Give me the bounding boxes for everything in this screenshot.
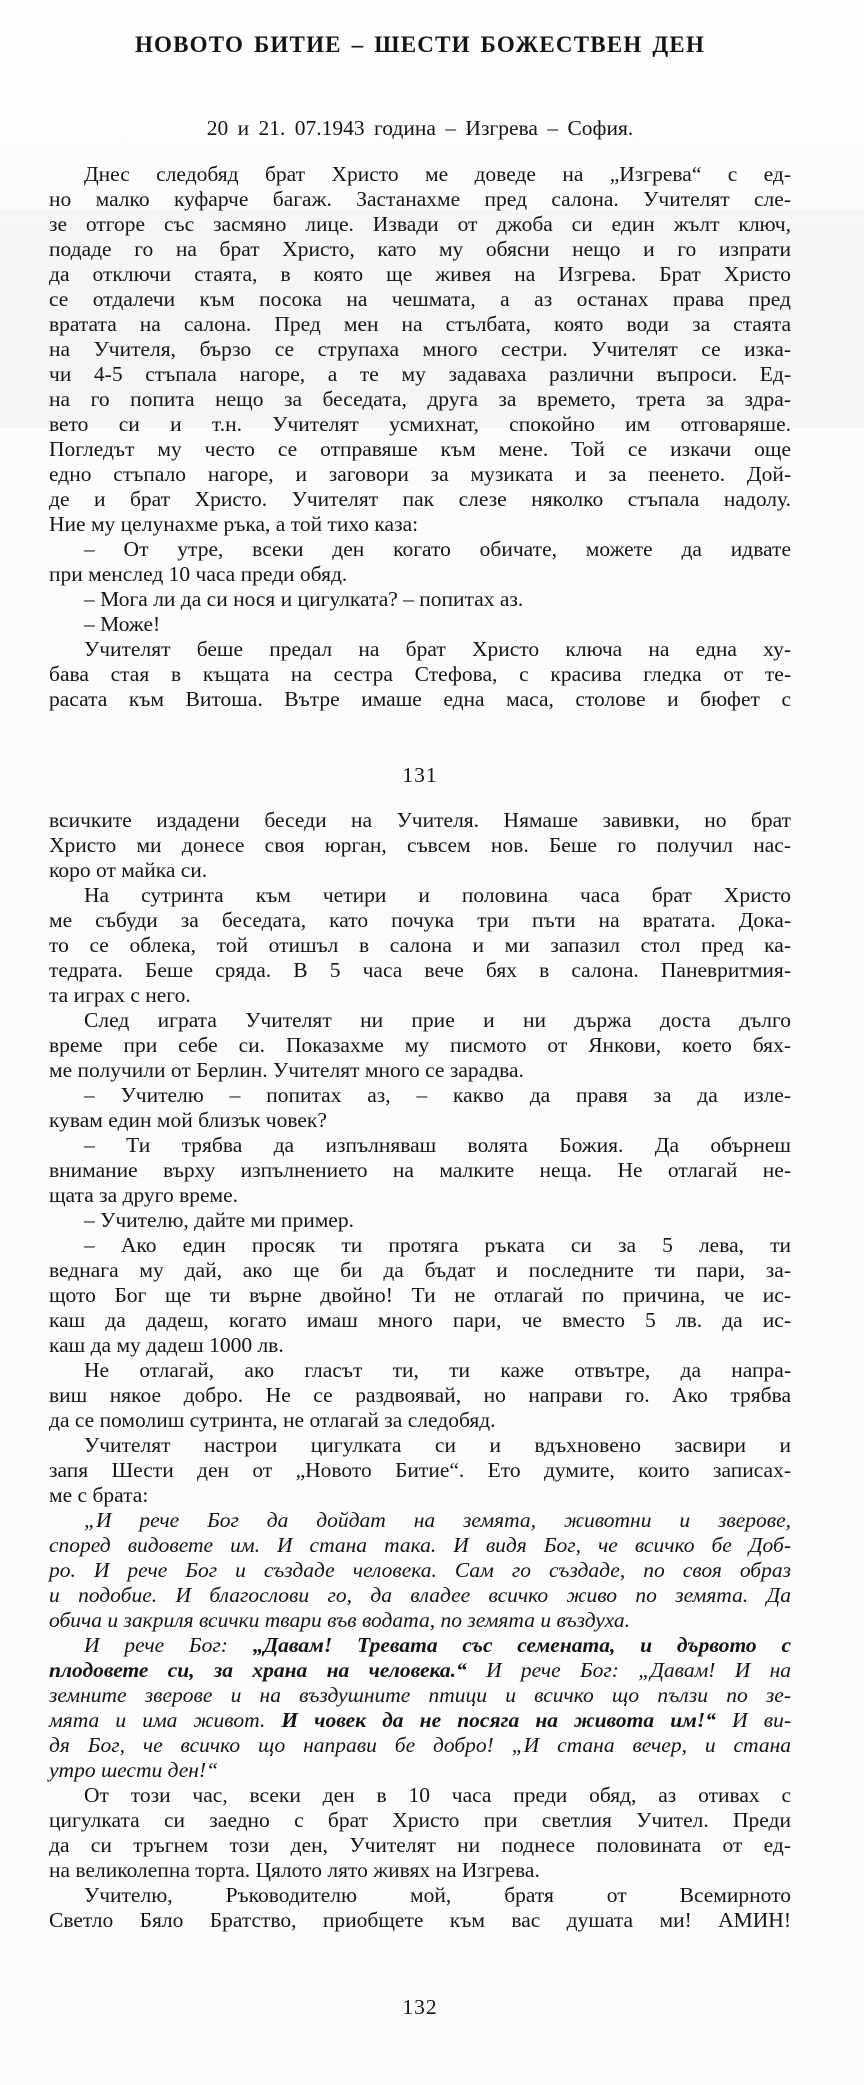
text-segment: – От утре, всеки ден когато обичате, можете да идвате: [84, 537, 791, 561]
text-segment: мята и има живот.: [49, 1708, 282, 1732]
text-line: [49, 1458, 791, 1483]
text-line: [49, 587, 791, 612]
text-line: [49, 437, 791, 462]
text-segment: – Учителю – попитах аз, – какво да правя за да изле-: [84, 1083, 791, 1107]
text-line: [49, 187, 791, 212]
text-segment: Не отлагай, ако гласът ти, ти каже отвътре, да напра-: [84, 1358, 791, 1382]
page-one-text: [49, 162, 791, 712]
text-line: [49, 1683, 791, 1708]
text-segment: подаде го на брат Христо, като му обясни нещо и го изпрати: [49, 237, 791, 261]
text-line: [49, 1633, 791, 1658]
text-segment: каш да му дадеш 1000 лв.: [49, 1333, 284, 1357]
text-line: [49, 1233, 791, 1258]
page-number-132: 132: [402, 1995, 438, 2019]
text-segment: ме с брата:: [49, 1483, 149, 1507]
text-line: [49, 1658, 791, 1683]
text-line: [49, 1258, 791, 1283]
text-segment: да си тръгнем този ден, Учителят ни поднесе половината от ед-: [49, 1833, 791, 1857]
text-line: [49, 1558, 791, 1583]
text-line: [49, 1158, 791, 1183]
text-segment: та играх с него.: [49, 983, 191, 1007]
text-segment: ме получили от Берлин. Учителят много се зарадва.: [49, 1058, 524, 1082]
text-line: [49, 487, 791, 512]
text-line: [49, 562, 791, 587]
text-segment: Учителю, Ръководителю мой, братя от Всемирното: [84, 1883, 791, 1907]
text-segment: земните зверове и на въздушните птици и всичко що пълзи по зе-: [49, 1683, 791, 1707]
text-line: [49, 537, 791, 562]
text-line: [49, 1208, 791, 1233]
text-segment: От този час, всеки ден в 10 часа преди обяд, аз отивах с: [84, 1783, 791, 1807]
text-line: [49, 387, 791, 412]
text-segment: – Ако един просяк ти протяга ръката си за 5 лева, ти: [84, 1233, 791, 1257]
text-line: [49, 1008, 791, 1033]
text-line: [49, 933, 791, 958]
text-line: [49, 1833, 791, 1858]
text-segment: вратата на салона. Пред мен на стълбата, която води за стаята: [49, 312, 791, 336]
text-segment: расата към Витоша. Вътре имаше една маса, столове и бюфет с: [49, 687, 791, 711]
text-line: [49, 1083, 791, 1108]
text-segment: на го попита нещо за беседата, друга за времето, трета за здра-: [49, 387, 791, 411]
text-line: [49, 1908, 791, 1933]
text-line: [49, 1383, 791, 1408]
text-segment: на великолепна торта. Цялото лято живях на Изгрева.: [49, 1858, 540, 1882]
text-segment: виш някое добро. Не се раздвоявай, но направи го. Ако трябва: [49, 1383, 791, 1407]
text-line: [49, 1308, 791, 1333]
page-number-131: 131: [402, 763, 438, 787]
text-line: [49, 662, 791, 687]
text-segment: ро. И рече Бог и създаде человека. Сам го създаде, по своя образ: [49, 1558, 791, 1582]
text-line: [49, 1758, 791, 1783]
text-line: [49, 287, 791, 312]
text-segment: да се помолиш сутринта, не отлагай за следобяд.: [49, 1408, 496, 1432]
text-segment: внимание върху изпълнението на малките неща. Не отлагай не-: [49, 1158, 791, 1182]
text-segment: След играта Учителят ни прие и ни държа доста дълго: [84, 1008, 791, 1032]
text-segment: де и брат Христо. Учителят пак слезе няколко стъпала надолу.: [49, 487, 791, 511]
text-segment: бава стая в къщата на сестра Стефова, с красива гледка от те-: [49, 662, 791, 686]
text-line: [49, 883, 791, 908]
text-line: [49, 337, 791, 362]
text-line: [49, 983, 791, 1008]
text-line: [49, 212, 791, 237]
text-line: [49, 1058, 791, 1083]
text-segment: – Мога ли да си нося и цигулката? – попитах аз.: [84, 587, 524, 611]
page-two-text: [49, 808, 791, 1933]
text-line: [49, 462, 791, 487]
text-line: [49, 312, 791, 337]
text-segment: Учителят настрои цигулката си и вдъхновено засвири и: [84, 1433, 791, 1457]
text-segment: „И рече Бог да дойдат на земята, животни и зверове,: [84, 1508, 791, 1532]
text-segment: но малко куфарче багаж. Застанахме пред салона. Учителят сле-: [49, 187, 791, 211]
page-title: НОВОТО БИТИЕ – ШЕСТИ БОЖЕСТВЕН ДЕН: [134, 32, 706, 57]
text-line: [49, 958, 791, 983]
text-segment: – Може!: [84, 612, 161, 636]
text-segment: утро шести ден!“: [49, 1758, 219, 1782]
text-segment: тедрата. Беше сряда. В 5 часа вече бях в салона. Паневритмия-: [49, 958, 791, 982]
text-line: [49, 808, 791, 833]
text-segment: всичките издадени беседи на Учителя. Нямаше завивки, но брат: [49, 808, 791, 832]
text-line: [49, 162, 791, 187]
text-segment: дя Бог, че всичко що направи бе добро! „И стана вечер, и стана: [49, 1733, 791, 1757]
bold-text-segment: „Давам! Тревата със семената, и дървото с: [252, 1633, 791, 1657]
bold-text-segment: плодовете си, за храна на человека.“: [49, 1658, 487, 1682]
text-segment: и подобие. И благослови го, да владее всичко живо по земята. Да: [49, 1583, 791, 1607]
dateline: 20 и 21. 07.1943 година – Изгрева – София.: [206, 116, 634, 140]
text-segment: зе отгоре със засмяно лице. Извади от джоба си един жълт ключ,: [49, 212, 791, 236]
text-segment: На сутринта към четири и половина часа брат Христо: [84, 883, 791, 907]
text-line: [49, 1333, 791, 1358]
text-column: [49, 0, 791, 2020]
text-segment: Учителят беше предал на брат Христо ключа на една ху-: [84, 637, 791, 661]
text-segment: ме събуди за беседата, като почука три пъти на вратата. Дока-: [49, 908, 791, 932]
text-segment: И рече Бог:: [84, 1633, 253, 1657]
text-segment: Христо ми донесе своя юрган, съвсем нов. Беше го получил нас-: [49, 833, 791, 857]
text-line: [49, 1108, 791, 1133]
text-line: [49, 1733, 791, 1758]
text-segment: цигулката си заедно с брат Христо при светлия Учител. Преди: [49, 1808, 791, 1832]
text-segment: според видовете им. И стана така. И видя Бог, че всичко бе Доб-: [49, 1533, 791, 1557]
text-segment: – Учителю, дайте ми пример.: [84, 1208, 354, 1232]
text-segment: чи 4-5 стъпала нагоре, а те му задаваха различни въпроси. Ед-: [49, 362, 791, 386]
text-line: [49, 412, 791, 437]
text-line: [49, 362, 791, 387]
text-line: [49, 1583, 791, 1608]
text-line: [49, 833, 791, 858]
text-line: [49, 237, 791, 262]
text-segment: да отключи стаята, в която ще живея на Изгрева. Брат Христо: [49, 262, 791, 286]
text-segment: кувам един мой близък човек?: [49, 1108, 327, 1132]
text-line: [49, 1033, 791, 1058]
text-line: [49, 1708, 791, 1733]
text-segment: вето си и т.н. Учителят усмихнат, спокойно им отговаряше.: [49, 412, 791, 436]
text-line: [49, 1608, 791, 1633]
text-line: [49, 512, 791, 537]
text-segment: то се облека, той отишъл в салона и ми запазил стол пред ка-: [49, 933, 791, 957]
text-segment: щото Бог ще ти върне двойно! Ти не отлагай по причина, че ис-: [49, 1283, 791, 1307]
text-segment: коро от майка си.: [49, 858, 208, 882]
text-segment: време при себе си. Показахме му писмото от Янкови, което бях-: [49, 1033, 791, 1057]
text-line: [49, 908, 791, 933]
text-segment: обича и закриля всички твари във водата, по земята и въздуха.: [49, 1608, 631, 1632]
text-segment: Погледът му често се отправяше към мене. Той се изкачи още: [49, 437, 791, 461]
text-segment: Ние му целунахме ръка, а той тихо каза:: [49, 512, 419, 536]
text-segment: едно стъпало нагоре, и заговори за музиката и за пеенето. Дой-: [49, 462, 791, 486]
text-segment: щата за друго време.: [49, 1183, 239, 1207]
text-line: [49, 1783, 791, 1808]
text-line: [49, 1183, 791, 1208]
text-segment: Днес следобяд брат Христо ме доведе на „Изгрева“ с ед-: [84, 162, 791, 186]
text-segment: при менслед 10 часа преди обяд.: [49, 562, 348, 586]
text-segment: каш да дадеш, когато имаш много пари, че вместо 5 лв. да ис-: [49, 1308, 791, 1332]
text-segment: И рече Бог: „Давам! И на: [486, 1658, 791, 1682]
text-segment: И ви-: [732, 1708, 791, 1732]
text-line: [49, 637, 791, 662]
text-segment: се отдалечи към посока на чешмата, а аз останах права пред: [49, 287, 791, 311]
text-line: [49, 1508, 791, 1533]
text-line: [49, 687, 791, 712]
text-line: [49, 1283, 791, 1308]
bold-text-segment: И човек да не посяга на живота им!“: [281, 1708, 733, 1732]
text-line: [49, 1433, 791, 1458]
text-line: [49, 1358, 791, 1383]
text-line: [49, 1808, 791, 1833]
text-segment: Светло Бяло Братство, приобщете към вас душата ми! АМИН!: [49, 1908, 791, 1932]
text-line: [49, 1408, 791, 1433]
text-line: [49, 1133, 791, 1158]
text-line: [49, 1483, 791, 1508]
text-segment: запя Шести ден от „Новото Битие“. Ето думите, които записах-: [49, 1458, 791, 1482]
text-line: [49, 1883, 791, 1908]
text-line: [49, 262, 791, 287]
text-segment: веднага му дай, ако ще би да бъдат и последните ти пари, за-: [49, 1258, 791, 1282]
text-line: [49, 1858, 791, 1883]
text-line: [49, 612, 791, 637]
text-segment: – Ти трябва да изпълняваш волята Божия. Да обърнеш: [84, 1133, 791, 1157]
text-segment: на Учителя, бързо се струпаха много сестри. Учителят се изка-: [49, 337, 791, 361]
text-line: [49, 858, 791, 883]
text-line: [49, 1533, 791, 1558]
